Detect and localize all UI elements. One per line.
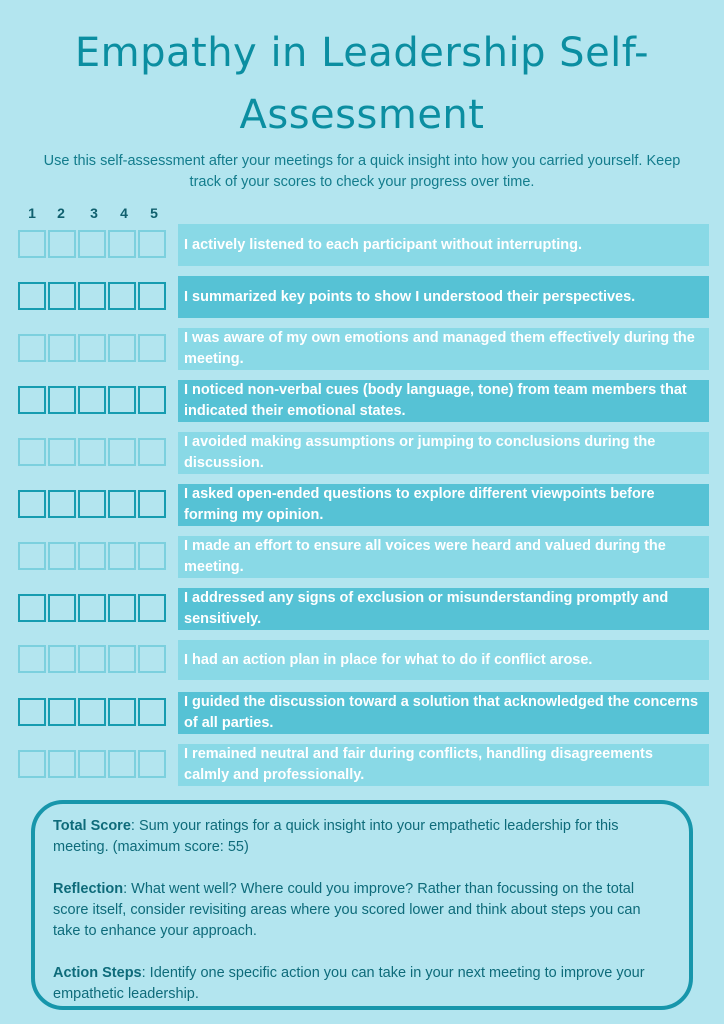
rating-box-5[interactable] xyxy=(138,386,166,414)
rating-box-5[interactable] xyxy=(138,594,166,622)
rating-box-1[interactable] xyxy=(18,698,46,726)
scale-label-1: 1 xyxy=(28,205,36,221)
rating-boxes xyxy=(18,645,170,676)
page-title xyxy=(0,22,724,146)
rating-box-1[interactable] xyxy=(18,490,46,518)
rating-box-2[interactable] xyxy=(48,386,76,414)
title-line-2: Assessment xyxy=(239,92,485,138)
statement-text: I made an effort to ensure all voices were heard and valued during the meeting. xyxy=(178,536,709,578)
rating-box-3[interactable] xyxy=(78,282,106,310)
rating-box-2[interactable] xyxy=(48,490,76,518)
total-score-paragraph xyxy=(53,816,671,858)
rating-boxes xyxy=(18,542,170,573)
rating-box-4[interactable] xyxy=(108,438,136,466)
rating-box-1[interactable] xyxy=(18,230,46,258)
reflection-paragraph xyxy=(53,879,671,942)
rating-box-3[interactable] xyxy=(78,594,106,622)
statement-text: I addressed any signs of exclusion or misunderstanding promptly and sensitively. xyxy=(178,588,709,630)
rating-box-2[interactable] xyxy=(48,645,76,673)
rating-box-1[interactable] xyxy=(18,750,46,778)
total-score-label: Total Score xyxy=(53,818,131,834)
total-score-text: : Sum your ratings for a quick insight into your empathetic leadership for this meeting. (maximum score: 55) xyxy=(53,818,619,855)
rating-boxes xyxy=(18,490,170,521)
action-steps-text: : Identify one specific action you can take in your next meeting to improve your empathetic leadership. xyxy=(53,965,645,1002)
rating-box-5[interactable] xyxy=(138,698,166,726)
statement-text: I asked open-ended questions to explore different viewpoints before forming my opinion. xyxy=(178,484,709,526)
rating-box-2[interactable] xyxy=(48,438,76,466)
rating-box-4[interactable] xyxy=(108,386,136,414)
rating-box-1[interactable] xyxy=(18,386,46,414)
rating-box-2[interactable] xyxy=(48,542,76,570)
rating-box-2[interactable] xyxy=(48,230,76,258)
rating-box-4[interactable] xyxy=(108,750,136,778)
rating-box-2[interactable] xyxy=(48,334,76,362)
rating-box-3[interactable] xyxy=(78,750,106,778)
rating-box-4[interactable] xyxy=(108,282,136,310)
rating-box-4[interactable] xyxy=(108,230,136,258)
rating-box-3[interactable] xyxy=(78,645,106,673)
rating-box-3[interactable] xyxy=(78,490,106,518)
rating-box-3[interactable] xyxy=(78,386,106,414)
action-steps-paragraph xyxy=(53,963,671,1005)
rating-boxes xyxy=(18,386,170,417)
rating-boxes xyxy=(18,698,170,729)
scale-label-4: 4 xyxy=(120,205,128,221)
rating-box-5[interactable] xyxy=(138,542,166,570)
rating-box-3[interactable] xyxy=(78,698,106,726)
rating-box-4[interactable] xyxy=(108,594,136,622)
statement-text: I avoided making assumptions or jumping to conclusions during the discussion. xyxy=(178,432,709,474)
rating-boxes xyxy=(18,230,170,261)
statement-text: I had an action plan in place for what to do if conflict arose. xyxy=(178,640,709,680)
rating-box-4[interactable] xyxy=(108,645,136,673)
rating-boxes xyxy=(18,750,170,781)
scale-label-5: 5 xyxy=(150,205,158,221)
statement-text: I noticed non-verbal cues (body language, tone) from team members that indicated their emotional states. xyxy=(178,380,709,422)
rating-box-2[interactable] xyxy=(48,698,76,726)
rating-box-1[interactable] xyxy=(18,645,46,673)
rating-box-1[interactable] xyxy=(18,542,46,570)
statement-text: I guided the discussion toward a solution that acknowledged the concerns of all parties. xyxy=(178,692,709,734)
rating-boxes xyxy=(18,282,170,313)
rating-box-5[interactable] xyxy=(138,230,166,258)
statement-text: I actively listened to each participant without interrupting. xyxy=(178,224,709,266)
statement-text: I remained neutral and fair during conflicts, handling disagreements calmly and professionally. xyxy=(178,744,709,786)
rating-box-3[interactable] xyxy=(78,334,106,362)
instructions-text: Use this self-assessment after your meetings for a quick insight into how you carried yourself. Keep track of your scores to check your progress over time. xyxy=(43,153,681,190)
rating-box-4[interactable] xyxy=(108,542,136,570)
rating-boxes xyxy=(18,594,170,625)
rating-box-3[interactable] xyxy=(78,542,106,570)
rating-box-5[interactable] xyxy=(138,334,166,362)
summary-box xyxy=(31,800,693,1010)
rating-box-2[interactable] xyxy=(48,750,76,778)
statement-text: I summarized key points to show I understood their perspectives. xyxy=(178,276,709,318)
scale-label-2: 2 xyxy=(57,205,65,221)
rating-box-2[interactable] xyxy=(48,594,76,622)
rating-box-1[interactable] xyxy=(18,282,46,310)
rating-box-3[interactable] xyxy=(78,438,106,466)
rating-box-5[interactable] xyxy=(138,750,166,778)
reflection-text: : What went well? Where could you improve? Rather than focussing on the total score itself, consider revisiting areas where you scored lower and think about steps you can take to enhance your approach. xyxy=(53,881,641,939)
rating-box-1[interactable] xyxy=(18,438,46,466)
scale-label-3: 3 xyxy=(90,205,98,221)
action-steps-label: Action Steps xyxy=(53,965,142,981)
rating-box-5[interactable] xyxy=(138,438,166,466)
rating-box-5[interactable] xyxy=(138,645,166,673)
rating-box-2[interactable] xyxy=(48,282,76,310)
statement-text: I was aware of my own emotions and managed them effectively during the meeting. xyxy=(178,328,709,370)
rating-box-1[interactable] xyxy=(18,594,46,622)
title-line-1: Empathy in Leadership Self- xyxy=(74,30,650,76)
rating-box-4[interactable] xyxy=(108,334,136,362)
rating-box-4[interactable] xyxy=(108,698,136,726)
reflection-label: Reflection xyxy=(53,881,124,897)
rating-box-1[interactable] xyxy=(18,334,46,362)
rating-box-5[interactable] xyxy=(138,282,166,310)
rating-boxes xyxy=(18,438,170,469)
rating-box-3[interactable] xyxy=(78,230,106,258)
rating-box-4[interactable] xyxy=(108,490,136,518)
rating-boxes xyxy=(18,334,170,365)
rating-box-5[interactable] xyxy=(138,490,166,518)
